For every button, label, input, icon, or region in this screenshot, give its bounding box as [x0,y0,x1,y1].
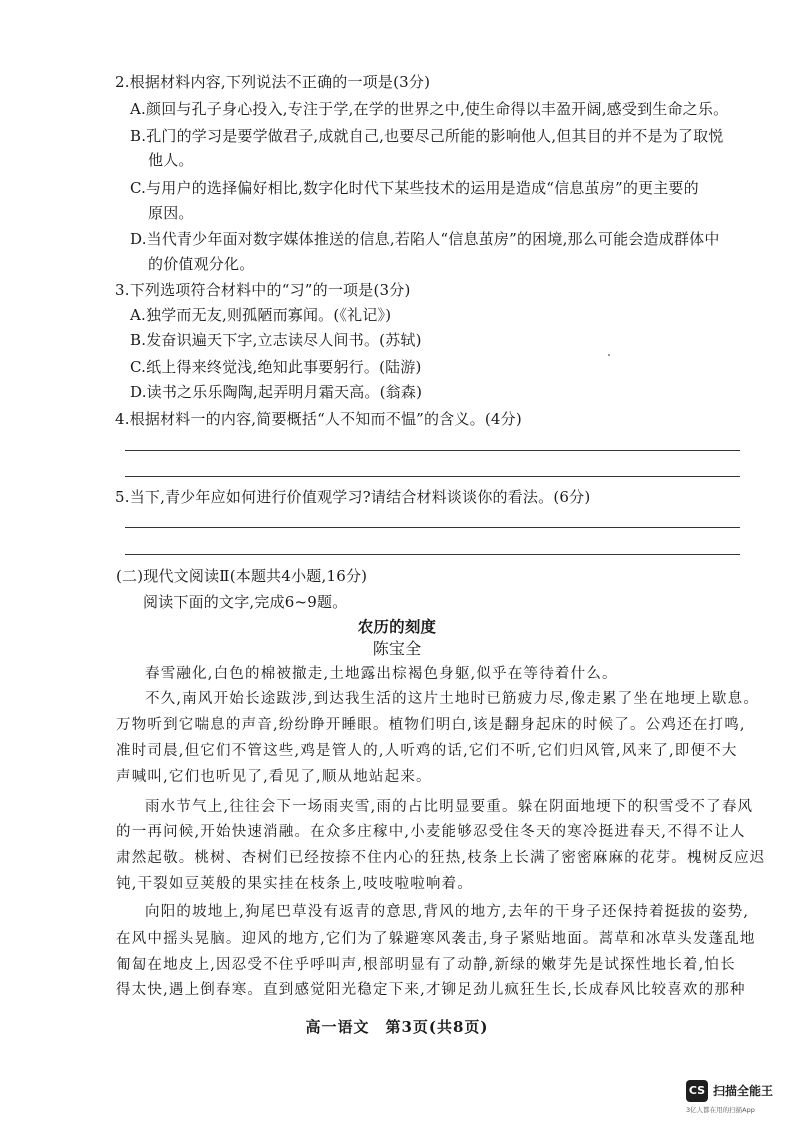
paragraph-3-line-2: 的一再问候,开始快速消融。在众多庄稼中,小麦能够忍受住冬天的寒冷挺进春天,不得不让人 [116,824,746,840]
paragraph-4-line-4: 得太快,遇上倒春寒。直到感觉阳光稳定下来,才铆足劲儿疯狂生长,长成春风比较喜欢的那种 [116,982,746,998]
question-4-answer-line-1 [125,450,740,451]
paragraph-4-line-2: 在风中摇头晃脑。迎风的地方,它们为了躲避寒风袭击,身子紧贴地面。蒿草和冰草头发蓬乱地 [116,931,756,947]
question-3-option-b: B.发奋识遍天下字,立志读尽人间书。(苏轼) [130,331,422,349]
paragraph-3-line-1: 雨水节气上,往往会下一场雨夹雪,雨的占比明显要重。躲在阴面地埂下的积雪受不了春风 [145,799,754,815]
scanner-watermark [686,1080,790,1120]
question-3-stem: 3.下列选项符合材料中的“习”的一项是(3分) [115,281,411,299]
question-5-stem: 5.当下,青少年应如何进行价值观学习?请结合材料谈谈你的看法。(6分) [115,488,591,506]
paragraph-2-line-2: 万物听到它喘息的声音,纷纷睁开睡眼。植物们明白,该是翻身起床的时候了。公鸡还在打鸣, [116,717,746,733]
question-2-option-b-continued: 他人。 [148,151,194,169]
page-footer: 高一语文 第3页(共8页) [305,1018,489,1036]
article-title: 农历的刻度 [357,617,437,636]
paragraph-4-line-1: 向阳的坡地上,狗尾巴草没有返青的意思,背风的地方,去年的干身子还保持着挺拔的姿势, [145,904,750,920]
question-5-answer-line-2 [125,554,740,555]
paragraph-2-line-1: 不久,南风开始长途跋涉,到达我生活的这片土地时已筋疲力尽,像走累了坐在地埂上歇息。 [145,691,760,707]
question-2-option-d-continued: 的价值观分化。 [148,255,255,273]
paragraph-1-line-1: 春雪融化,白色的棉被撤走,土地露出棕褐色身躯,似乎在等待着什么。 [145,666,618,682]
question-3-option-d: D.读书之乐乐陶陶,起弄明月霜天高。(翁森) [130,383,423,401]
question-4-stem: 4.根据材料一的内容,简要概括“人不知而不愠”的含义。(4分) [115,410,522,428]
question-2-option-d: D.当代青少年面对数字媒体推送的信息,若陷人“信息茧房”的困境,那么可能会造成群体中 [130,230,720,248]
paragraph-4-line-3: 匍匐在地皮上,因忍受不住乎呼叫声,根部明显有了动静,新绿的嫩芽先是试探性地长着,怕长 [116,957,736,973]
question-2-option-c-continued: 原因。 [148,204,194,222]
question-2-option-c: C.与用户的选择偏好相比,数字化时代下某些技术的运用是造成“信息茧房”的更主要的 [130,179,699,197]
question-2-option-b: B.孔门的学习是要学做君子,成就自己,也要尽己所能的影响他人,但其目的并不是为了取悦 [130,127,724,145]
section-instruction: 阅读下面的文字,完成6~9题。 [143,593,348,611]
question-2-option-a: A.颜回与孔子身心投入,专注于学,在学的世界之中,使生命得以丰盈开阔,感受到生命之乐。 [130,100,729,118]
question-5-answer-line-1 [125,527,740,528]
paragraph-2-line-4: 声喊叫,它们也听见了,看见了,顺从地站起来。 [116,769,432,785]
question-3-option-c: C.纸上得来终觉浅,绝知此事要躬行。(陆游) [130,358,422,376]
paragraph-3-line-4: 钝,干裂如豆荚般的果实挂在枝条上,吱吱啦啦响着。 [116,876,474,892]
paragraph-3-line-3: 肃然起敬。桃树、杏树们已经按捺不住内心的狂热,枝条上长满了密密麻麻的花芽。槐树反应迟 [116,850,766,866]
scan-speck [608,354,610,356]
watermark-app-name: 扫描全能王 [713,1084,774,1098]
question-4-answer-line-2 [125,476,740,477]
question-3-option-a: A.独学而无友,则孤陋而寡闻。(《礼记》) [130,306,392,324]
paragraph-2-line-3: 准时司晨,但它们不管这些,鸡是管人的,人听鸡的话,它们不听,它们归风管,风来了,即便不大 [116,743,738,759]
question-2-stem: 2.根据材料内容,下列说法不正确的一项是(3分) [115,73,431,91]
section-heading: (二)现代文阅读Ⅱ(本题共4小题,16分) [116,567,368,585]
camscanner-logo-icon: CS [686,1080,708,1102]
watermark-tagline: 3亿人都在用的扫描App [686,1106,755,1114]
article-author: 陈宝全 [372,639,422,658]
